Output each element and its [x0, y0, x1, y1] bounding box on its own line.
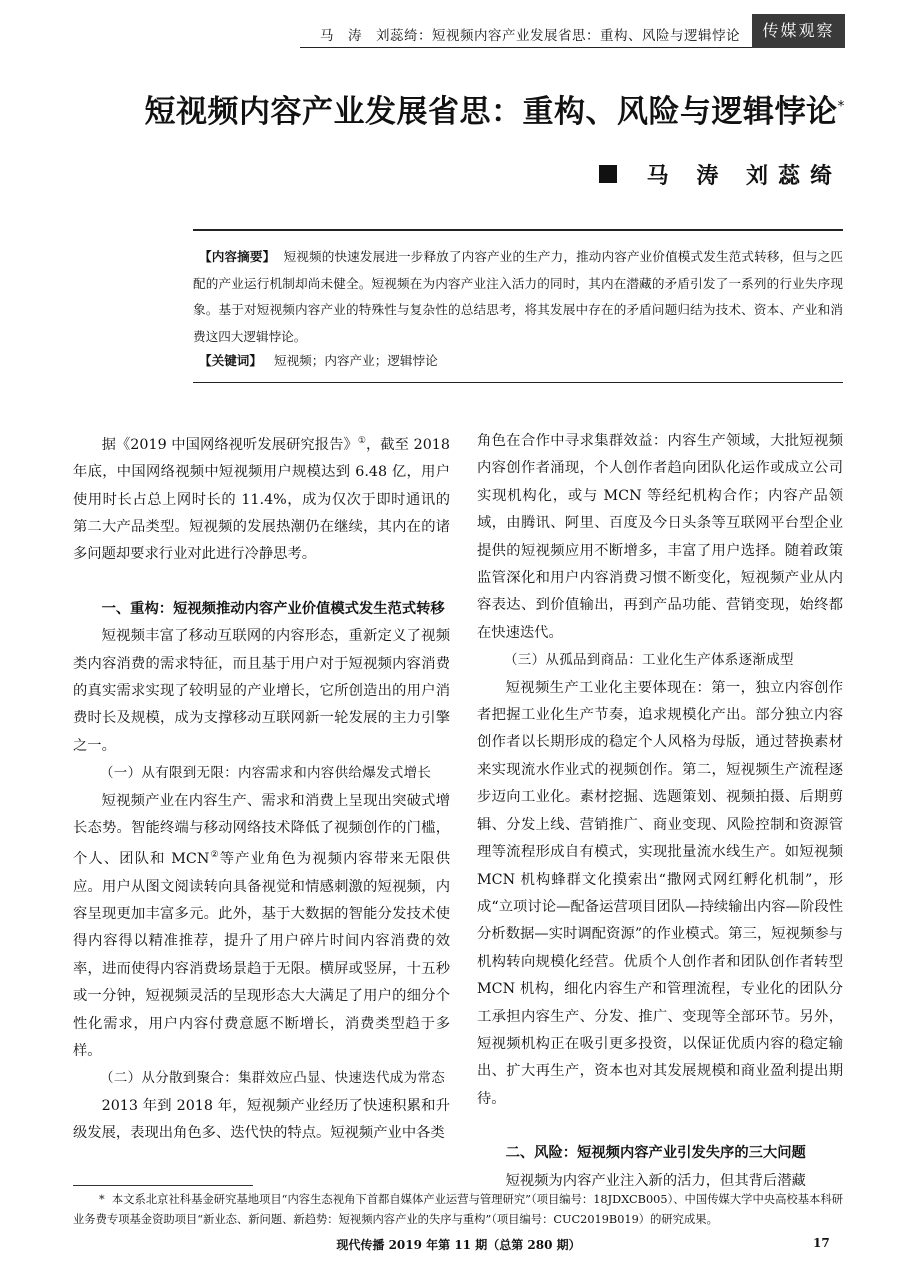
abstract [193, 244, 843, 350]
subsection-heading-1: （一）从有限到无限：内容需求和内容供给爆发式增长 [100, 765, 432, 782]
section1-paragraph: 短视频丰富了移动互联网的内容形态，重新定义了视频类内容消费的需求特征，而且基于用户对于短视频内容消费的真实需求实现了较明显的产业增长，它所创造出的用户消费时长及规模，成为支撑移动互联网新一轮发展的主力引擎之一。 [73, 628, 450, 754]
footnote-ref-1: ① [357, 436, 366, 446]
title-footnote-mark: * [837, 98, 845, 115]
footnote-rule [73, 1185, 253, 1186]
section2-paragraph: 短视频为内容产业注入新的活力，但其背后潜藏 [505, 1172, 806, 1189]
subsection2-paragraph: 2013 年到 2018 年，短视频产业经历了快速积累和升级发展，表现出角色多、迭代快的特点。短视频产业中各类 [73, 1097, 450, 1142]
subsection-heading-2: （二）从分散到聚合：集群效应凸显、快速迭代成为常态 [100, 1070, 445, 1087]
keywords [199, 350, 438, 369]
subsection2-paragraph-continued: 角色在合作中寻求集群效益：内容生产领域，大批短视频内容创作者涌现，个人创作者趋向团队化运作或成立公司实现机构化，或与 MCN 等经纪机构合作；内容产品领域，由腾讯、阿里、百度及今日头条等互联网平台型企业提供的短视频应用不断增多，丰富了用户选择。随着政策监管深化和用户内容消费习惯不断变化，短视频产业从内容表达、到价值输出，再到产品功能、营销变现，始终都在快速迭代。 [477, 433, 843, 641]
footnote-mark: * [99, 1193, 105, 1206]
subsection3-paragraph: 短视频生产工业化主要体现在：第一，独立内容创作者把握工业化生产节奏，追求规模化产出。部分独立内容创作者以长期形成的稳定个人风格为母版，通过替换素材来实现流水作业式的视频创作。第二，短视频生产流程逐步迈向工业化。素材挖掘、选题策划、视频拍摄、后期剪辑、分发上线、营销推广、商业变现、风险控制和资源管理等流程形成自有模式，实现批量流水线生产。如短视频 MCN 机构蜂群文化摸索出“撒网式网红孵化机制”，形成“立项讨论—配备运营项目团队—持续输出内容—阶段性分析数据—实时调配资源”的作业模式。第三，短视频参与机构转向规模化经营。优质个人创作者和团队创作者转型 MCN 机构，细化内容生产和管理流程，专业化的团队分工承担内容生产、分发、推广、变现等全部环节。另外，短视频机构正在吸引更多投资，以保证优质内容的稳定输出、扩大再生产，资本也对其发展规模和商业盈利提出期待。 [477, 679, 843, 1107]
body-column-right [477, 428, 843, 1195]
authors [500, 156, 842, 192]
footnote-text: 本文系北京社科基金研究基地项目“内容生态视角下首都自媒体产业运营与管理研究”（项目编号：18JDXCB005）、中国传媒大学中央高校基本科研业务费专项基金资助项目“新业态、新问题、新趋势：短视频内容产业的失序与重构”（项目编号：CUC2019B019）的研究成果。 [73, 1193, 843, 1226]
abstract-text: 短视频的快速发展进一步释放了内容产业的生产力，推动内容产业价值模式发生范式转移，但与之匹配的产业运行机制却尚未健全。短视频在为内容产业注入活力的同时，其内在潜藏的矛盾引发了一系列的行业失序现象。基于对短视频内容产业的特殊性与复杂性的总结思考，将其发展中存在的矛盾问题归结为技术、资本、产业和消费这四大逻辑悖论。 [193, 249, 844, 344]
page-number: 17 [813, 1236, 830, 1250]
spacer [477, 1113, 843, 1140]
sub1-text-a: 短视频产业在内容生产、需求和消费上呈现出突破式增长态势。智能终端与移动网络技术降低了视频创作的门槛，个人、团队和 MCN [73, 792, 450, 868]
section-label: 传媒观察 [752, 14, 845, 48]
abstract-label: 【内容摘要】 [199, 249, 276, 264]
intro-text-b: ，截至 2018 年底，中国网络视频中短视频用户规模达到 6.48 亿，用户使用时长占总上网时长的 11.4%，成为仅次于即时通讯的第二大产品类型。短视频的发展热潮仍在继续，其内在的诸多问题却要求行业对此进行冷静思考。 [73, 436, 450, 563]
keywords-label: 【关键词】 [199, 353, 262, 368]
journal-info: 现代传播 2019 年第 11 期（总第 280 期） [336, 1238, 581, 1252]
footnote [73, 1190, 843, 1230]
intro-text-a: 据《2019 中国网络视听发展研究报告》 [101, 436, 358, 453]
square-bullet-icon [599, 165, 617, 183]
intro-paragraph [73, 428, 450, 569]
author-names: 马 涛 刘蕊绮 [646, 162, 842, 189]
abstract-bottom-rule [193, 382, 843, 383]
abstract-top-rule [193, 229, 843, 231]
article-title [60, 86, 845, 131]
section-heading-1: 一、重构：短视频推动内容产业价值模式发生范式转移 [101, 600, 445, 617]
subsection-heading-3: （三）从孤品到商品：工业化生产体系逐渐成型 [504, 652, 794, 669]
keywords-text: 短视频；内容产业；逻辑悖论 [273, 353, 438, 368]
sub1-text-b: 等产业角色为视频内容带来无限供应。用户从图文阅读转向具备视觉和情感刺激的短视频，内容呈现更加丰富多元。此外，基于大数据的智能分发技术使得内容得以精准推荐，提升了用户碎片时间内容消费的效率，进而使得内容消费场景趋于无限。横屏或竖屏，十五秒或一分钟，短视频灵活的呈现形态大大满足了用户的细分个性化需求，用户内容付费意愿不断增长，消费类型趋于多样。 [73, 851, 450, 1060]
spacer [73, 569, 450, 596]
body-column-left [73, 428, 450, 1148]
running-title: 马 涛 刘蕊绮：短视频内容产业发展省思：重构、风险与逻辑悖论 [320, 28, 740, 44]
subsection1-paragraph [73, 788, 450, 1066]
section-heading-2: 二、风险：短视频内容产业引发失序的三大问题 [505, 1145, 806, 1162]
running-header [300, 14, 845, 48]
footnote-ref-2: ② [209, 850, 220, 861]
header-rule [300, 47, 752, 48]
title-text: 短视频内容产业发展省思：重构、风险与逻辑悖论 [144, 94, 838, 130]
